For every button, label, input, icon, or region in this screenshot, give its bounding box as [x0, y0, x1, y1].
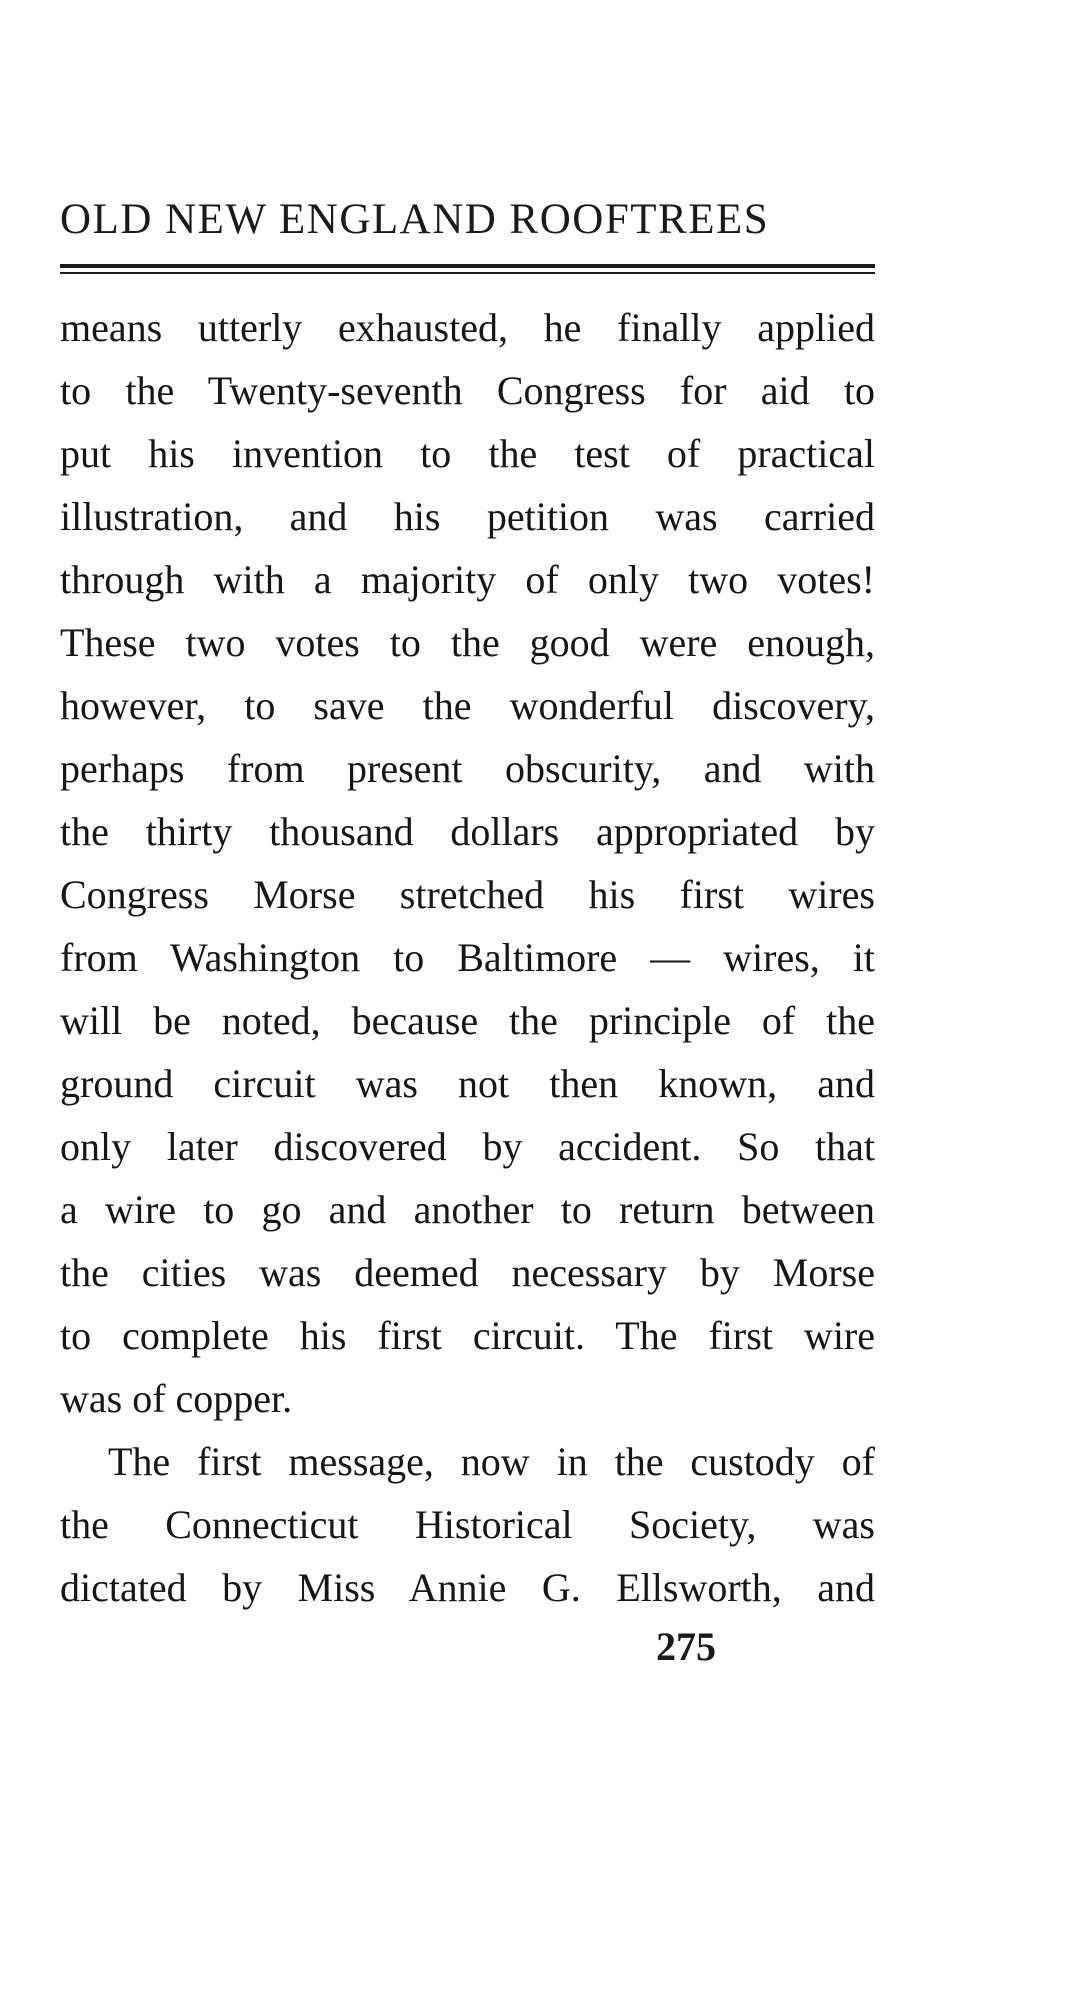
text-line: will be noted, because the principle of the — [60, 998, 875, 1043]
running-head: OLD NEW ENGLAND ROOFTREES — [60, 196, 770, 243]
body-text — [60, 296, 875, 1619]
text-line: was of copper. — [60, 1376, 293, 1421]
text-line: Congress Morse stretched his first wires — [60, 872, 875, 917]
paragraph — [60, 296, 875, 1430]
text-line: put his invention to the test of practical — [60, 431, 875, 476]
text-line: dictated by Miss Annie G. Ellsworth, and — [60, 1565, 875, 1610]
text-line: to complete his first circuit. The first wire — [60, 1313, 875, 1358]
text-line: perhaps from present obscurity, and with — [60, 746, 875, 791]
page-number: 275 — [656, 1624, 716, 1669]
text-line: the cities was deemed necessary by Morse — [60, 1250, 875, 1295]
text-line: to the Twenty-seventh Congress for aid to — [60, 368, 875, 413]
paragraph — [60, 1430, 875, 1619]
text-line: illustration, and his petition was carried — [60, 494, 875, 539]
text-line: the Connecticut Historical Society, was — [60, 1502, 875, 1547]
text-line: a wire to go and another to return between — [60, 1187, 875, 1232]
text-line: These two votes to the good were enough, — [60, 620, 875, 665]
text-line: however, to save the wonderful discovery, — [60, 683, 875, 728]
text-line: The first message, now in the custody of — [108, 1439, 875, 1484]
text-line: means utterly exhausted, he finally applied — [60, 305, 875, 350]
text-line: ground circuit was not then known, and — [60, 1061, 875, 1106]
text-line: through with a majority of only two votes! — [60, 557, 875, 602]
text-line: from Washington to Baltimore — wires, it — [60, 935, 875, 980]
text-line: the thirty thousand dollars appropriated by — [60, 809, 875, 854]
header-rule-thin — [60, 272, 875, 274]
text-line: only later discovered by accident. So that — [60, 1124, 875, 1169]
header-rule-thick — [60, 264, 875, 268]
